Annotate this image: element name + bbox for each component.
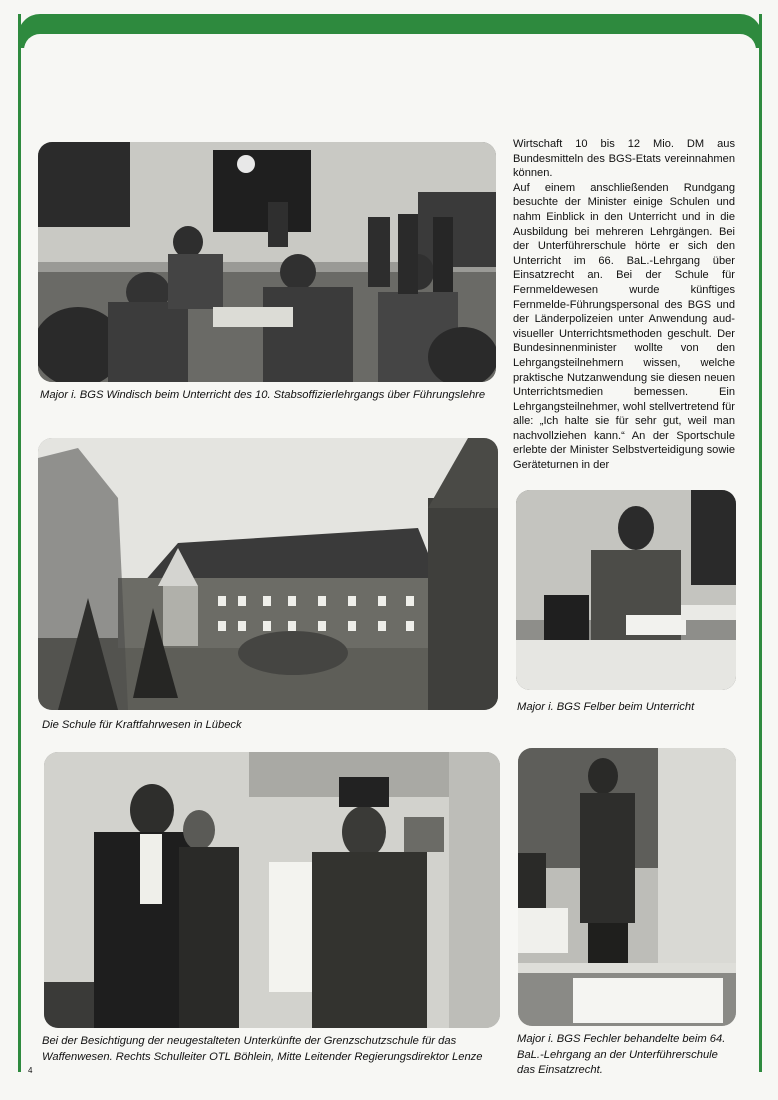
caption-classroom: Major i. BGS Windisch beim Unterricht des 10. Stabsoffizierlehrgangs über Führungslehre <box>40 389 486 401</box>
photo-fechler <box>518 748 736 1026</box>
page-number: 4 <box>28 1066 33 1075</box>
photo-school-building <box>38 438 498 710</box>
photo-visit <box>44 752 500 1028</box>
caption-visit: Bei der Besichtigung der neugestalteten Unterkünfte der Grenzschutzschule für das Waffenwesen. Rechts Schulleiter OTL Böhlein, Mitte Leitender Regierungsdirektor Lenze <box>42 1035 483 1063</box>
photo-classroom <box>38 142 496 382</box>
caption-felber: Major i. BGS Felber beim Unterricht <box>517 701 695 713</box>
body-paragraph-2: Auf einem anschließenden Rundgang besuchte der Minister einige Schulen und nahm Einblick in den Unterricht und in die Ausbildung bei mehreren Lehrgängen. Bei der Unterführerschule hörte er sich den Unterricht im 66. BaL.-Lehrgang über Einsatzrecht an. Bei der Schule für Fernmeldewesen wurde künftiges Fernmelde-Führungspersonal des BGS und der Länderpolizeien unter Anwendung aud-visueller Unterrichtsmethoden geschult. Der Bundesinnenminister wollte von den Lehrgangsteilnehmern wissen, welche praktische Nutzanwendung sie diesen neuen Unterrichtsmedien bemessen. Ein Lehrgangsteilnehmer, wohl stellvertretend für alle: „Ich halte sie für sehr gut, weil man nachvollziehen kann.“ An der Sportschule erlebte der Minister Selbstverteidigung sowie Geräteturnen in der <box>513 181 735 472</box>
photo-felber <box>516 490 736 690</box>
caption-fechler: Major i. BGS Fechler behandelte beim 64. BaL.-Lehrgang an der Unterführerschule das Einsatzrecht. <box>517 1033 726 1076</box>
body-paragraph-1: Wirtschaft 10 bis 12 Mio. DM aus Bundesmitteln des BGS-Etats vereinnahmen können. <box>513 138 735 180</box>
article-body <box>513 137 735 473</box>
caption-school: Die Schule für Kraftfahrwesen in Lübeck <box>42 719 242 731</box>
